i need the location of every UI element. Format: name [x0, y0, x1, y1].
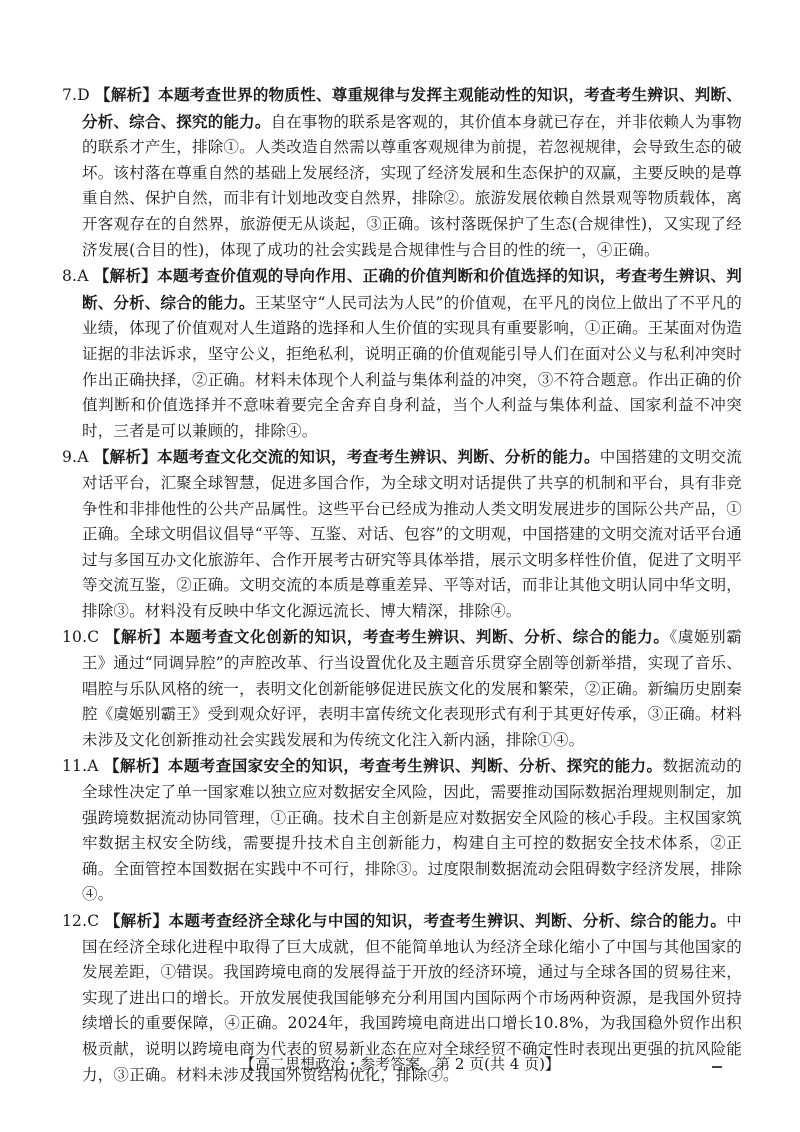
analysis-body: 中国在经济全球化进程中取得了巨大成就，但不能简单地认为经济全球化缩小了中国与其他国家的发展差距，①错误。我国跨境电商的发展得益于开放的经济环境，通过与全球各国的贸易往来，实现了进出口的增长。开放发展使我国能够充分利用国内国际两个市场两种资源，是我国外贸持续增长的重要保障，④正确。2024年，我国跨境电商进出口增长10.8%，为我国稳外贸作出积极贡献，说明以跨境电商为代表的贸易新业态在应对全球经贸不确定性时表现出更强的抗风险能力，③正确。材料未涉及我国外贸结构优化，排除④。: [82, 912, 742, 1084]
answer-item-7: [62, 82, 742, 263]
analysis-lead: 本题考查文化交流的知识，考查考生辨识、判断、分析的能力。: [157, 447, 600, 467]
analysis-lead: 本题考查经济全球化与中国的知识，考查考生辨识、判断、分析、综合的能力。: [168, 911, 727, 930]
analysis-tag: 【解析】: [93, 266, 158, 286]
corner-mark: [712, 1066, 722, 1068]
analysis-tag: 【解析】: [104, 911, 169, 930]
answer-number: 11.A: [62, 757, 99, 776]
analysis-body: 数据流动的全球性决定了单一国家难以独立应对数据安全风险，因此，需要推动国际数据治理规则制定，加强跨境数据流动协同管理，①正确。技术自主创新是应对数据安全风险的核心手段。主权国家筑牢数据主权安全防线，需要提升技术自主创新能力，构建自主可控的数据安全技术体系，②正确。全面管控本国数据在实践中不可行，排除③。过度限制数据流动会阻碍数字经济发展，排除④。: [82, 757, 742, 904]
answer-number: 7.D: [62, 86, 90, 104]
analysis-tag: 【解析】: [104, 756, 168, 776]
analysis-tag: 【解析】: [93, 447, 158, 467]
answer-number: 9.A: [62, 448, 89, 467]
answer-page: [62, 82, 742, 1088]
analysis-lead: 本题考查文化创新的知识，考查考生辨识、判断、分析、综合的能力。: [169, 627, 670, 647]
analysis-lead: 本题考查国家安全的知识，考查考生辨识、判断、分析、探究的能力。: [167, 756, 663, 776]
analysis-body: 王某坚守“人民司法为人民”的价值观，在平凡的岗位上做出了不平凡的业绩，体现了价值观对人生道路的选择和人生价值的实现具有重要影响，①正确。王某面对伪造证据的非法诉求，坚守公义，拒绝私利，说明正确的价值观能引导人们在面对公义与私利冲突时作出正确抉择，②正确。材料未体现个人利益与集体利益的冲突，③不符合题意。作出正确的价值判断和价值选择并不意味着要完全舍弃自身利益，当个人利益与集体利益、国家利益不冲突时，三者是可以兼顾的，排除④。: [82, 293, 742, 440]
answer-number: 8.A: [62, 267, 89, 286]
answer-item-10: [62, 624, 742, 753]
page-footer: 【高二思想政治・参考答案 第 2 页(共 4 页)】: [240, 1055, 560, 1073]
answer-item-11: [62, 753, 742, 908]
analysis-tag: 【解析】: [104, 627, 170, 647]
analysis-lead: 本题考查价值观的导向作用、正确的价值判断和价值选择的知识，考查考生辨识、判断、分析、综合的能力。: [82, 266, 742, 312]
analysis-body: 《虞姬别霸王》通过“同调异腔”的声腔改革、行当设置优化及主题音乐贯穿全剧等创新举措，实现了音乐、唱腔与乐队风格的统一，表明文化创新能够促进民族文化的发展和繁荣，②正确。新编历史剧秦腔《虞姬别霸王》受到观众好评，表明丰富传统文化表现形式有利于其更好传承，③正确。材料未涉及文化创新推动社会实践发展和为传统文化注入新内涵，排除①④。: [82, 628, 742, 749]
analysis-body: 自在事物的联系是客观的，其价值本身就已存在，并非依赖人为事物的联系才产生，排除①。人类改造自然需以尊重客观规律为前提，若忽视规律，会导致生态的破坏。该村落在尊重自然的基础上发展经济，实现了经济发展和生态保护的双赢，主要反映的是尊重自然、保护自然，而非有计划地改变自然界，排除②。旅游发展依赖自然景观等物质载体，离开客观存在的自然界，旅游便无从谈起，③正确。该村落既保护了生态(合规律性)，又实现了经济发展(合目的性)，体现了成功的社会实践是合规律性与合目的性的统一，④正确。: [82, 112, 742, 259]
answer-number: 10.C: [62, 628, 100, 647]
answer-item-8: [62, 263, 742, 444]
answer-item-9: [62, 444, 742, 624]
analysis-tag: 【解析】: [95, 85, 159, 104]
answer-number: 12.C: [62, 912, 100, 930]
analysis-body: 中国搭建的文明交流对话平台，汇聚全球智慧，促进多国合作，为全球文明对话提供了共享的机制和平台，具有非竞争性和非排他性的公共产品属性。这些平台已经成为推动人类文明发展进步的国际公共产品，①正确。全球文明倡议倡导“平等、互鉴、对话、包容”的文明观，中国搭建的文明交流对话平台通过与多国互办文化旅游年、合作开展考古研究等具体举措，展示文明多样性价值，促进了文明平等交流互鉴，②正确。文明交流的本质是尊重差异、平等对话，而非让其他文明认同中华文明，排除③。材料没有反映中华文化源远流长、博大精深，排除④。: [82, 448, 742, 620]
analysis-lead: 本题考查世界的物质性、尊重规律与发挥主观能动性的知识，考查考生辨识、判断、分析、综合、探究的能力。: [82, 85, 742, 131]
